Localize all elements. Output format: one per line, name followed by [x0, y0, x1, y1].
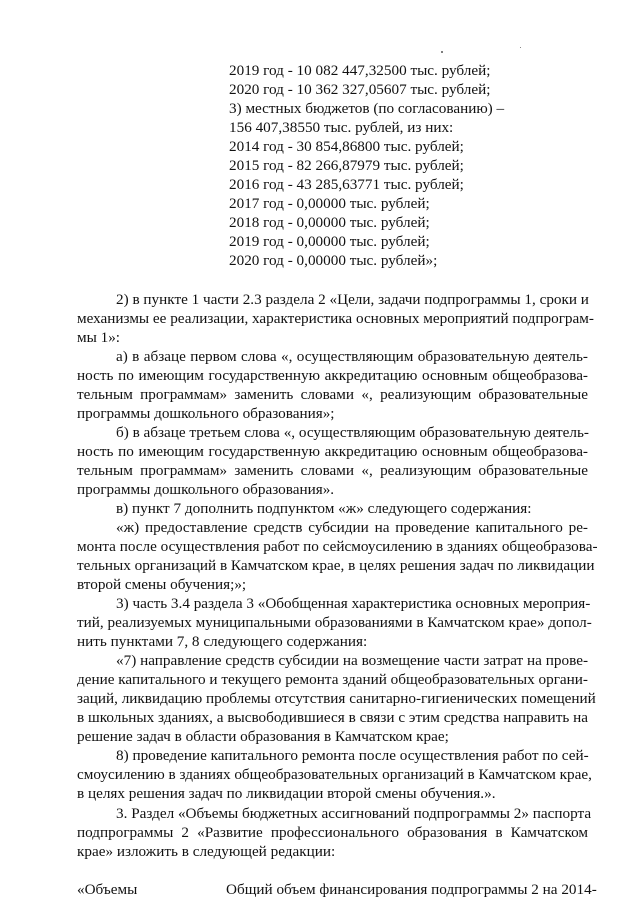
text-line: подпрограммы 2 «Развитие профессионального образования в Камчатском	[77, 824, 588, 841]
text-line: тий, реализуемых муниципальными образованиями в Камчатском крае» допол-	[77, 614, 592, 631]
funding-line: 2020 год - 10 362 327,05607 тыс. рублей;	[229, 81, 491, 98]
text-line: б) в абзаце третьем слова «, осуществляющим образовательную деятель-	[116, 424, 589, 441]
text-line: 8) проведение капитального ремонта после осуществления работ по сей-	[116, 747, 589, 764]
text-line: программы дошкольного образования»;	[77, 405, 335, 422]
funding-line: 2018 год - 0,00000 тыс. рублей;	[229, 214, 430, 231]
text-line: тельным программам» заменить словами «, реализующим образовательные	[77, 462, 588, 479]
text-line: программы дошкольного образования».	[77, 481, 335, 498]
text-line: в школьных зданиях, а высвободившиеся в связи с этим средства направить на	[77, 709, 588, 726]
scan-speck	[520, 47, 521, 48]
text-line: тельных организаций в Камчатском крае, в целях решения задач по ликвидации	[77, 557, 595, 574]
funding-line: 2015 год - 82 266,87979 тыс. рублей;	[229, 157, 464, 174]
text-line: 3) часть 3.4 раздела 3 «Обобщенная характеристика основных мероприя-	[116, 595, 591, 612]
text-line: второй смены обучения;»;	[77, 576, 247, 593]
text-line: 2) в пункте 1 части 2.3 раздела 2 «Цели, задачи подпрограммы 1, сроки и	[116, 291, 589, 308]
text-line: нить пунктами 7, 8 следующего содержания:	[77, 633, 368, 650]
funding-line: 156 407,38550 тыс. рублей, из них:	[229, 119, 454, 136]
scan-speck	[441, 51, 443, 53]
funding-line: 3) местных бюджетов (по согласованию) –	[229, 100, 505, 117]
text-line: ность по имеющим государственную аккредитацию основным общеобразова-	[77, 443, 588, 460]
text-line: а) в абзаце первом слова «, осуществляющим образовательную деятель-	[116, 348, 588, 365]
funding-line: 2016 год - 43 285,63771 тыс. рублей;	[229, 176, 464, 193]
text-line: «ж) предоставление средств субсидии на проведение капитального ре-	[116, 519, 588, 536]
text-line: крае» изложить в следующей редакции:	[77, 843, 336, 860]
funding-line: 2014 год - 30 854,86800 тыс. рублей;	[229, 138, 464, 155]
text-line: ность по имеющим государственную аккредитацию основным общеобразова-	[77, 367, 588, 384]
text-line: решение задач в области образования в Камчатском крае;	[77, 728, 449, 745]
text-line: смоусилению в зданиях общеобразовательных организаций в Камчатском крае,	[77, 766, 592, 783]
text-line: дение капитального и текущего ремонта зданий общеобразовательных органи-	[77, 671, 588, 688]
text-line: механизмы ее реализации, характеристика основных мероприятий подпрограм-	[77, 310, 594, 327]
text-line: 3. Раздел «Объемы бюджетных ассигнований подпрограммы 2» паспорта	[116, 805, 592, 822]
paragraph-item-v: в) пункт 7 дополнить подпунктом «ж» следующего содержания:	[116, 500, 532, 517]
text-line: заций, ликвидацию проблемы отсутствия санитарно-гигиенических помещений	[77, 690, 596, 707]
text-line: мы 1»:	[77, 329, 121, 346]
text-line: в целях решения задач по ликвидации второй смены обучения.».	[77, 785, 496, 802]
text-line: тельным программам» заменить словами «, реализующим образовательные	[77, 386, 588, 403]
table-cell-left: «Объемы	[77, 881, 138, 898]
funding-line: 2020 год - 0,00000 тыс. рублей»;	[229, 252, 438, 269]
funding-line: 2017 год - 0,00000 тыс. рублей;	[229, 195, 430, 212]
text-line: «7) направление средств субсидии на возмещение части затрат на прове-	[116, 652, 588, 669]
table-cell-right: Общий объем финансирования подпрограммы 2 на 2014-	[226, 881, 597, 898]
funding-line: 2019 год - 0,00000 тыс. рублей;	[229, 233, 430, 250]
funding-line: 2019 год - 10 082 447,32500 тыс. рублей;	[229, 62, 491, 79]
text-line: монта после осуществления работ по сейсмоусилению в зданиях общеобразова-	[77, 538, 598, 555]
